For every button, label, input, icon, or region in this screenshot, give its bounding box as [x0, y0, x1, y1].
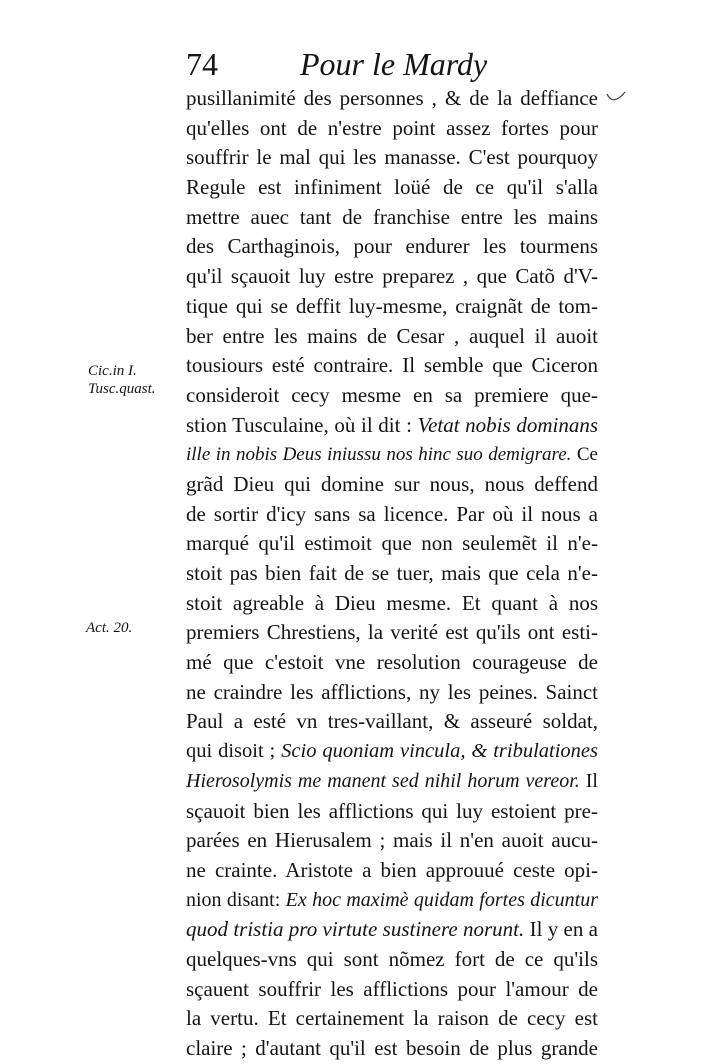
text-segment: sçauoit bien les afflictions qui luy estoient pre-: [186, 798, 598, 823]
text-segment: tousiours esté contraire. Il semble que Ciceron: [186, 353, 598, 378]
latin-quotation: ille in nobis Deus iniussu nos hinc suo demigrare.: [186, 444, 572, 466]
text-line: [186, 945, 598, 975]
text-segment: pusillanimité des personnes , & de la deffiance: [186, 86, 598, 110]
text-line: [186, 322, 598, 352]
marginal-note-acts: [86, 619, 166, 637]
text-line: [186, 203, 598, 233]
text-line: [186, 262, 598, 292]
text-line: [186, 707, 598, 737]
running-title: Pour le Mardy: [300, 46, 488, 82]
text-segment: Ce: [571, 444, 598, 466]
text-segment: mettre auec tant de franchise entre les mains: [186, 204, 598, 229]
text-line: [186, 767, 598, 797]
text-line: [186, 737, 598, 767]
text-line: [186, 114, 598, 144]
text-line: [186, 856, 598, 886]
text-line: [186, 440, 598, 470]
latin-quotation: Ex hoc maximè quidam fortes dicuntur: [285, 888, 598, 911]
text-segment: mé que c'estoit vne resolution courageuse de: [186, 650, 598, 675]
text-line: [186, 826, 598, 856]
ink-mark-icon: [604, 88, 628, 108]
text-line: [186, 797, 598, 827]
text-segment: tique qui se deffit luy-mesme, craignãt de tom-: [186, 293, 598, 318]
text-line: [186, 232, 598, 262]
text-segment: qu'il sçauoit luy estre preparez , que Catõ d'V-: [186, 264, 598, 289]
page-number: 74: [186, 46, 218, 82]
text-segment: des Carthaginois, pour endurer les tourmens: [186, 234, 598, 259]
text-segment: la vertu. Et certainement la raison de cecy est: [186, 1006, 598, 1031]
text-line: [186, 173, 598, 203]
text-line: [186, 500, 598, 530]
text-segment: stoit agreable à Dieu mesme. Et quant à nos: [186, 590, 598, 615]
latin-quotation: Scio quoniam vincula, & tribulationes: [281, 740, 598, 763]
text-line: [186, 351, 598, 381]
latin-quotation: Vetat nobis dominans: [417, 412, 598, 437]
text-line: [186, 559, 598, 589]
text-line: [186, 1004, 598, 1034]
text-line: [186, 915, 598, 945]
text-segment: quelques-vns qui sont nõmez fort de ce qu'ils: [186, 946, 598, 971]
text-segment: Il: [579, 769, 598, 792]
page-header: [186, 44, 606, 84]
marginal-note-cicero: [88, 362, 180, 398]
text-segment: Il y en a: [524, 917, 598, 942]
text-line: [186, 381, 598, 411]
text-line: [186, 678, 598, 708]
text-segment: claire ; d'autant qu'il est besoin de plus grande: [186, 1036, 598, 1060]
text-segment: ber entre les mains de Cesar , auquel il auoit: [186, 323, 598, 348]
text-segment: qui disoit ;: [186, 740, 282, 763]
text-segment: sçauent souffrir les afflictions pour l'amour de: [186, 976, 598, 1001]
text-segment: qu'elles ont de n'estre point assez fortes pour: [186, 115, 598, 140]
text-segment: Regule est infiniment loüé de ce qu'il s'alla: [186, 175, 598, 200]
text-segment: de sortir d'icy sans sa licence. Par où il nous a: [186, 501, 598, 526]
text-segment: consideroit cecy mesme en sa premiere que-: [186, 382, 598, 407]
text-line: [186, 975, 598, 1005]
body-text: [186, 84, 598, 1064]
text-segment: parées en Hierusalem ; mais il n'en auoit aucu-: [186, 828, 598, 853]
marginal-note-line: Tusc.quast.: [88, 381, 156, 397]
latin-quotation: Hierosolymis me manent sed nihil horum vereor.: [186, 769, 580, 792]
text-line: [186, 618, 598, 648]
latin-quotation: quod tristia pro virtute sustinere norunt.: [186, 917, 525, 942]
text-line: [186, 648, 598, 678]
text-segment: stion Tusculaine, où il dit :: [186, 412, 418, 437]
text-line: [186, 411, 598, 441]
text-segment: ne craindre les afflictions, ny les peines. Sainct: [186, 679, 598, 704]
text-segment: grãd Dieu qui domine sur nous, nous deffend: [186, 471, 598, 496]
marginal-note-line: Act. 20.: [86, 620, 133, 636]
text-line: [186, 589, 598, 619]
text-segment: marqué qu'il estimoit que non seulemẽt il n'e-: [186, 531, 598, 556]
text-line: [186, 886, 598, 916]
text-line: [186, 470, 598, 500]
text-segment: Paul a esté vn tres-vaillant, & asseuré soldat,: [186, 709, 598, 734]
text-line: [186, 292, 598, 322]
text-segment: souffrir le mal qui les manasse. C'est pourquoy: [186, 145, 598, 170]
marginal-note-line: Cic.in I.: [88, 363, 137, 379]
text-segment: stoit pas bien fait de se tuer, mais que cela n'e-: [186, 561, 598, 585]
text-line: [186, 84, 598, 114]
text-line: [186, 529, 598, 559]
text-segment: premiers Chrestiens, la verité est qu'ils ont esti-: [186, 620, 598, 645]
text-line: [186, 1034, 598, 1064]
text-segment: ne crainte. Aristote a bien approuué ceste opi-: [186, 857, 598, 882]
text-segment: nion disant:: [186, 888, 286, 911]
text-line: [186, 143, 598, 173]
